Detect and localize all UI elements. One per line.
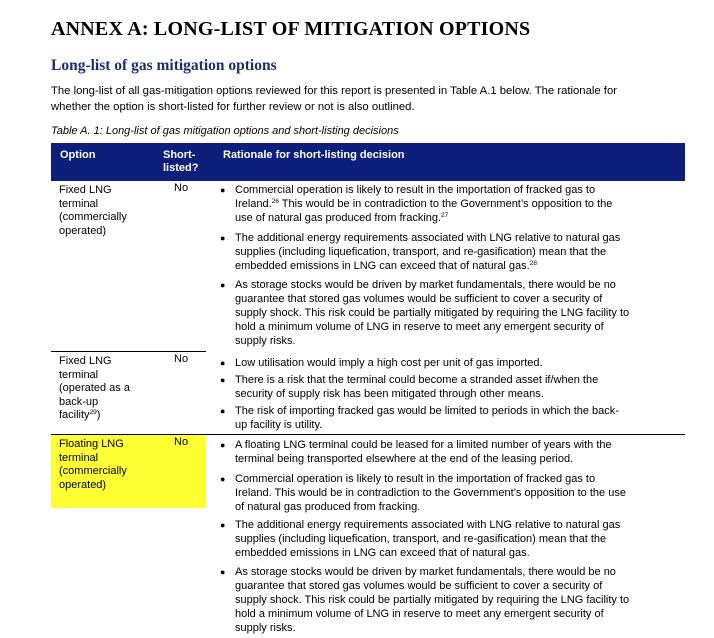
header-option: Option [60, 149, 96, 161]
option-line: (commercially [59, 465, 127, 477]
option-line: terminal [59, 197, 99, 210]
rationale-line: use of natural gas produced from fracking.$^{27}$ [235, 212, 449, 224]
option-cell [59, 184, 127, 238]
rationale-line: As storage stocks would be driven by market fundamentals, there would be no [235, 279, 616, 291]
intro-paragraph [51, 83, 691, 115]
option-line: (operated as a [59, 382, 130, 394]
bullet-icon: ● [220, 375, 226, 385]
rationale-line: embedded emissions in LNG can exceed that of natural gas.$^{28}$ [235, 260, 537, 272]
rationale-line: supply shock. This risk could be partially mitigated by requiring the LNG facility to [235, 307, 630, 319]
rationale-line: security of supply risk has been mitigated through other means. [235, 388, 544, 400]
bullet-icon: ● [220, 520, 226, 530]
rationale-line: hold a minimum volume of LNG in reserve to meet any emergent security of [235, 321, 604, 333]
bullet-icon: ● [220, 280, 226, 290]
rationale-line: embedded emissions in LNG can exceed that of natural gas. [235, 547, 530, 559]
option-line: Fixed LNG [59, 355, 112, 367]
rationale-line: The additional energy requirements associated with LNG relative to natural gas [235, 232, 621, 244]
rationale-line: The additional energy requirements associated with LNG relative to natural gas [235, 519, 621, 531]
option-line: terminal [59, 451, 99, 464]
bullet-icon: ● [220, 567, 226, 577]
rationale-line: As storage stocks would be driven by market fundamentals, there would be no [235, 566, 616, 578]
rationale-line: of natural gas produced from fracking. [235, 501, 421, 513]
option-line: operated) [59, 224, 107, 237]
header-rationale: Rationale for short-listing decision [223, 149, 405, 161]
rationale-line: Commercial operation is likely to result in the importation of fracked gas to [235, 184, 596, 196]
rationale-line: The risk of importing fracked gas would be limited to periods in which the back- [235, 405, 619, 417]
bullet-icon: ● [220, 185, 226, 195]
intro-line: whether the option is short-listed for further review or not is also outlined. [51, 101, 415, 113]
option-line: operated) [59, 478, 107, 491]
rationale-line: supply risks. [235, 335, 296, 347]
option-line: back-up [59, 395, 99, 408]
table-header [51, 143, 685, 181]
shortlisted-cell: No [174, 436, 189, 448]
rationale-line: Ireland. This would be in contradiction to the Government’s opposition to the use [235, 487, 626, 499]
bullet-icon: ● [220, 440, 226, 450]
rationale-line: There is a risk that the terminal could become a stranded asset if/when the [235, 374, 599, 386]
bullet-icon: ● [220, 358, 226, 368]
option-cell [59, 438, 127, 492]
header-short-line: listed? [163, 162, 199, 174]
rationale-line: Low utilisation would imply a high cost per unit of gas imported. [235, 357, 543, 369]
rationale-line: guarantee that stored gas volumes would be sufficient to cover a security of [235, 580, 603, 592]
rationale-line: guarantee that stored gas volumes would be sufficient to cover a security of [235, 293, 603, 305]
bullet-icon: ● [220, 406, 226, 416]
rationale-line: Commercial operation is likely to result in the importation of fracked gas to [235, 473, 596, 485]
header-short-line: Short- [163, 149, 196, 161]
option-cell [59, 355, 130, 423]
footnote-ref: 26 [271, 198, 279, 205]
rationale-line: supply risks. [235, 622, 296, 634]
annex-title: ANNEX A: LONG-LIST OF MITIGATION OPTIONS [51, 18, 531, 40]
footnote-ref: 27 [441, 212, 449, 219]
rationale-line: supply shock. This risk could be partially mitigated by requiring the LNG facility to [235, 594, 630, 606]
section-title: Long-list of gas mitigation options [51, 57, 277, 74]
table-caption: Table A. 1: Long-list of gas mitigation options and short-listing decisions [51, 125, 399, 137]
row-divider [51, 434, 685, 435]
option-line: Floating LNG [59, 438, 124, 450]
intro-line: The long-list of all gas-mitigation options reviewed for this report is presented in Table A.1 below. The rationale for [51, 85, 617, 97]
rationale-line: hold a minimum volume of LNG in reserve to meet any emergent security of [235, 608, 604, 620]
option-line: Fixed LNG [59, 184, 112, 196]
header-shortlisted [163, 149, 198, 175]
rationale-line: supplies (including liquefication, transport, and re-gasification) mean that the [235, 246, 607, 258]
option-line: (commercially [59, 211, 127, 223]
row-divider [51, 351, 206, 352]
footnote-ref: 29 [89, 409, 97, 416]
rationale-line: terminal being transported elsewhere at the end of the leasing period. [235, 453, 574, 465]
option-line: terminal [59, 368, 99, 381]
shortlisted-cell: No [174, 182, 189, 194]
rationale-line: A floating LNG terminal could be leased for a limited number of years with the [235, 439, 612, 451]
option-line: facility$^{29}$) [59, 409, 101, 421]
bullet-icon: ● [220, 233, 226, 243]
rationale-line: up facility is utility. [235, 419, 323, 431]
rationale-line: Ireland.$^{26}$ This would be in contradiction to the Government’s opposition to the [235, 198, 613, 210]
shortlisted-cell: No [174, 353, 189, 365]
rationale-line: supplies (including liquefication, transport, and re-gasification) mean that the [235, 533, 607, 545]
footnote-ref: 28 [529, 260, 537, 267]
bullet-icon: ● [220, 474, 226, 484]
